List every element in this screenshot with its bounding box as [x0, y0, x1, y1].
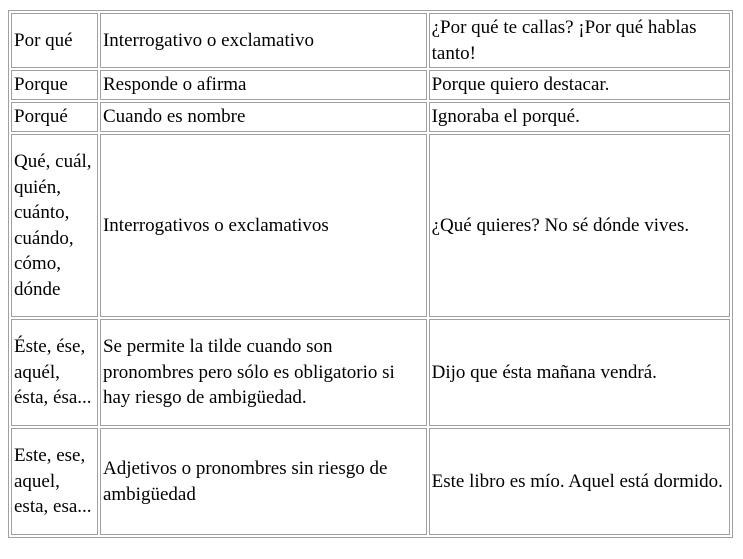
usage-cell: Adjetivos o pronombres sin riesgo de ambigüedad — [100, 428, 427, 535]
table-row — [11, 319, 730, 426]
table-row — [11, 13, 730, 68]
usage-cell: Interrogativos o exclamativos — [100, 134, 427, 317]
word-cell: Qué, cuál, quién, cuánto, cuándo, cómo, dónde — [11, 134, 98, 317]
table-row — [11, 428, 730, 535]
table-row — [11, 102, 730, 132]
accent-rules-table — [8, 10, 733, 538]
usage-cell: Responde o afirma — [100, 70, 427, 100]
table-row — [11, 70, 730, 100]
example-cell: Este libro es mío. Aquel está dormido. — [429, 428, 730, 535]
example-cell: ¿Por qué te callas? ¡Por qué hablas tanto! — [429, 13, 730, 68]
example-cell: Dijo que ésta mañana vendrá. — [429, 319, 730, 426]
table-row — [11, 134, 730, 317]
usage-cell: Interrogativo o exclamativo — [100, 13, 427, 68]
word-cell: Porqué — [11, 102, 98, 132]
word-cell: Porque — [11, 70, 98, 100]
example-cell: ¿Qué quieres? No sé dónde vives. — [429, 134, 730, 317]
word-cell: Este, ese, aquel, esta, esa... — [11, 428, 98, 535]
word-cell: Por qué — [11, 13, 98, 68]
usage-cell: Se permite la tilde cuando son pronombres pero sólo es obligatorio si hay riesgo de ambigüedad. — [100, 319, 427, 426]
usage-cell: Cuando es nombre — [100, 102, 427, 132]
example-cell: Ignoraba el porqué. — [429, 102, 730, 132]
word-cell: Éste, ése, aquél, ésta, ésa... — [11, 319, 98, 426]
example-cell: Porque quiero destacar. — [429, 70, 730, 100]
